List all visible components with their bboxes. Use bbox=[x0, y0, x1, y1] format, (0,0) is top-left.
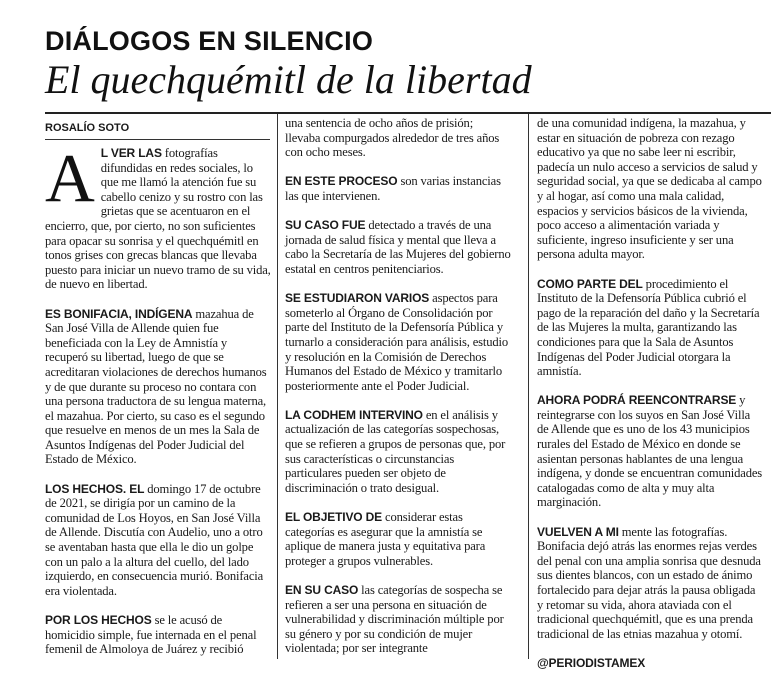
paragraph-text: de una comunidad indígena, la mazahua, y estar en situación de pobreza con rezago educativo ya que no sabe leer ni escribir, padecía un nulo acceso a servicios de salud y seguridad social, ya que se dedicaba al campo y al hogar, así como una mala calidad, espacios y servicios básicos de la vivienda, poco acceso a alimentación variada y suficiente, ingreso insuficiente y ser una persona adulta mayor. bbox=[537, 116, 762, 262]
paragraph bbox=[537, 116, 763, 262]
paragraph-lead: POR LOS HECHOS bbox=[45, 613, 152, 627]
paragraph-text: procedimiento el Instituto de la Defensoría Pública cubrió el pago de la reparación del daño y la Secretaría de las Mujeres la multa, garantizando las condiciones para que la Sala de Asuntos Indígenas del Poder Judicial otorgara la amnistía. bbox=[537, 276, 760, 379]
paragraph-lead: EL OBJETIVO DE bbox=[285, 510, 383, 525]
paragraph-lead: EN SU CASO bbox=[285, 583, 359, 597]
paragraph bbox=[285, 218, 511, 276]
paragraph-lead: LA CODHEM INTERVINO bbox=[285, 407, 423, 422]
paragraph-lead: COMO PARTE DEL bbox=[537, 276, 643, 291]
paragraph-lead: LOS HECHOS. EL bbox=[45, 481, 145, 496]
paragraph-lead: SE ESTUDIARON VARIOS bbox=[285, 291, 430, 306]
column-2 bbox=[285, 116, 511, 671]
paragraph-text: considerar estas categorías es asegurar que la amnistía se aplique de manera justa y equitativa para proteger a grupos vulnerables. bbox=[285, 510, 486, 568]
paragraph-text: se le acusó de homicidio simple, fue internada en el penal femenil de Almoloya de Juárez y recibió bbox=[45, 613, 257, 657]
article-title: El quechquémitl de la libertad bbox=[45, 57, 532, 102]
paragraph-lead: AHORA PODRÁ REENCONTRARSE bbox=[537, 393, 737, 408]
paragraph bbox=[285, 583, 511, 656]
paragraph-lead: EN ESTE PROCESO bbox=[285, 174, 398, 189]
paragraph-text: fotografías difundidas en redes sociales, lo que me llamó la atención fue su cabello cenizo y su rostro con las grietas que se acentuaron en el encierro, que, por cierto, no son suficientes para opacar su sonrisa y el quechquémitl en tonos grises con grecas blancas que llevaba puesto para iniciar un nuevo tramo de su vida, de nuevo en libertad. bbox=[45, 146, 271, 292]
paragraph-text: aspectos para someterlo al Órgano de Consolidación por parte del Instituto de la Defensoría Pública y turnarlo a consideración para análisis, estudio y resolución en la Comisión de Derechos Humanos del Estado de México y tramitarlo posteriormente ante el Poder Judicial. bbox=[285, 291, 509, 393]
paragraph bbox=[45, 307, 271, 468]
column-1 bbox=[45, 140, 271, 671]
paragraph bbox=[285, 510, 511, 568]
paragraph-text: y reintegrarse con los suyos en San José Villa de Allende que es uno de los 43 municipios rurales del Estado de México en donde se asientan personas hablantes de una lengua indígena, y donde se encuentran comunidades catalogadas como de alta y muy alta marginación. bbox=[537, 393, 763, 510]
author-handle: @PERIODISTAMEX bbox=[537, 655, 646, 670]
paragraph-text: domingo 17 de octubre de 2021, se dirigía por un camino de la comunidad de Los Hoyos, en San José Villa de Allende. Discutía con Audelio, uno a otro se aventaban hasta que ella le dio un golpe con un palo a la altura del cuello, del lado izquierdo, en consecuencia murió. Bonifacia era violentada. bbox=[45, 481, 264, 598]
paragraph bbox=[285, 116, 511, 160]
paragraph-text: mazahua de San José Villa de Allende quien fue beneficiada con la Ley de Amnistía y recuperó su libertad, luego de que se acreditaran violaciones de derechos humanos y de que durante su proceso no contara con una persona traductora de su lengua materna, el mazahua. Por cierto, su caso es el segundo que resuelve en menos de un mes la Sala de Asuntos Indígenas del Poder Judicial del Estado de México. bbox=[45, 306, 267, 467]
top-rule bbox=[45, 112, 771, 114]
column-divider-2 bbox=[528, 114, 529, 659]
paragraph-lead: L VER LAS bbox=[100, 146, 162, 160]
paragraph-text: en el análisis y actualización de las categorías sospechosas, que se refieren a grupos de personas que, por sus características o circunstancias particulares pueden ser objeto de discriminación o trato desigual. bbox=[285, 407, 506, 495]
column-divider-1 bbox=[277, 114, 278, 659]
byline: ROSALÍO SOTO bbox=[45, 122, 130, 134]
paragraph bbox=[537, 656, 763, 671]
paragraph-text: mente las fotografías. Bonifacia dejó atrás las enormes rejas verdes del penal con una amplia sonrisa que desnuda sus dientes blancos, con un estado de ánimo fortalecido para dejar atrás la pausa obligada y retomar su vida, ahora ataviada con el tradicional quechquémitl, que es una prenda tradicional de las etnias mazahua y otomí. bbox=[537, 524, 761, 641]
paragraph-lead: SU CASO FUE bbox=[285, 218, 366, 233]
paragraph-text: detectado a través de una jornada de salud física y mental que lleva a cabo la Secretaría de las Mujeres del gobierno estatal en centros penitenciarios. bbox=[285, 218, 511, 276]
paragraph-text: una sentencia de ocho años de prisión; llevaba compurgados alrededor de tres años con ocho meses. bbox=[285, 116, 500, 160]
paragraph-lead: VUELVEN A MI bbox=[537, 524, 619, 539]
paragraph-text: las categorías de sospecha se refieren a ser una persona en situación de vulnerabilidad y discriminación múltiple por su género y por su condición de mujer violentada; por ser integrante bbox=[285, 583, 504, 656]
drop-cap: A bbox=[45, 140, 95, 216]
paragraph bbox=[45, 613, 271, 657]
paragraph bbox=[537, 393, 763, 510]
section-kicker: DIÁLOGOS EN SILENCIO bbox=[45, 26, 374, 56]
column-3 bbox=[537, 116, 763, 685]
paragraph bbox=[285, 291, 511, 393]
paragraph bbox=[537, 525, 763, 642]
paragraph bbox=[285, 408, 511, 496]
paragraph bbox=[45, 482, 271, 599]
paragraph bbox=[537, 277, 763, 379]
paragraph-lead: ES BONIFACIA, INDÍGENA bbox=[45, 306, 193, 321]
paragraph bbox=[45, 140, 271, 292]
paragraph bbox=[285, 174, 511, 203]
paragraph-text: son varias instancias las que intervienen. bbox=[285, 174, 501, 203]
